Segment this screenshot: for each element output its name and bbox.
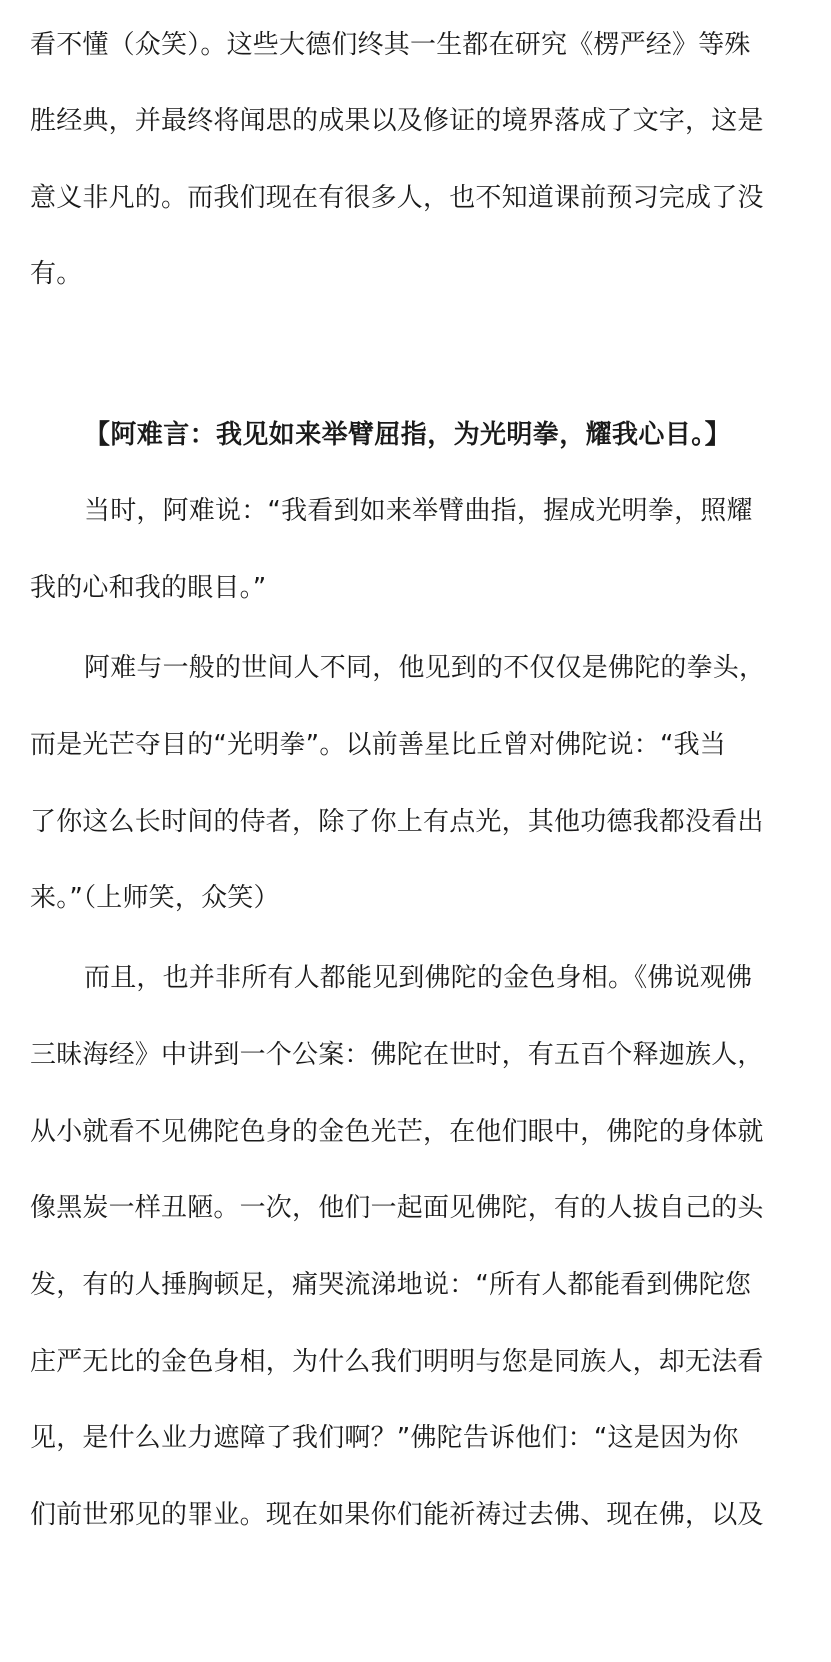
paragraph-2-line-2: 我的心和我的眼目。”	[30, 573, 267, 603]
paragraph-3-line-2: 而是光芒夺目的“光明拳”。以前善星比丘曾对佛陀说：“我当	[30, 730, 727, 760]
paragraph-3-line-1: 阿难与一般的世间人不同，他见到的不仅仅是佛陀的拳头，	[84, 653, 766, 683]
scripture-heading: 【阿难言：我见如来举臂屈指，为光明拳，耀我心目。】	[84, 420, 732, 450]
paragraph-3-line-4: 来。”（上师笑，众笑）	[30, 883, 280, 913]
paragraph-2-line-1: 当时，阿难说：“我看到如来举臂曲指，握成光明拳，照耀	[84, 496, 753, 526]
paragraph-1-line-3: 意义非凡的。而我们现在有很多人，也不知道课前预习完成了没	[30, 183, 764, 213]
paragraph-1-line-4: 有。	[30, 259, 83, 289]
paragraph-4-line-3: 从小就看不见佛陀色身的金色光芒，在他们眼中，佛陀的身体就	[30, 1117, 764, 1147]
paragraph-4-line-4: 像黑炭一样丑陋。一次，他们一起面见佛陀，有的人拔自己的头	[30, 1193, 764, 1223]
paragraph-4-line-1: 而且，也并非所有人都能见到佛陀的金色身相。《佛说观佛	[84, 963, 753, 993]
paragraph-4-line-7: 见，是什么业力遮障了我们啊？”佛陀告诉他们：“这是因为你	[30, 1423, 739, 1453]
paragraph-4-line-8: 们前世邪见的罪业。现在如果你们能祈祷过去佛、现在佛，以及	[30, 1500, 764, 1530]
paragraph-4-line-6: 庄严无比的金色身相，为什么我们明明与您是同族人，却无法看	[30, 1347, 764, 1377]
paragraph-4-line-2: 三昧海经》中讲到一个公案：佛陀在世时，有五百个释迦族人，	[30, 1040, 764, 1070]
paragraph-4-line-5: 发，有的人捶胸顿足，痛哭流涕地说：“所有人都能看到佛陀您	[30, 1270, 752, 1300]
paragraph-3-line-3: 了你这么长时间的侍者，除了你上有点光，其他功德我都没看出	[30, 807, 764, 837]
paragraph-1-line-1: 看不懂（众笑）。这些大德们终其一生都在研究《楞严经》等殊	[30, 30, 751, 60]
paragraph-1-line-2: 胜经典，并最终将闻思的成果以及修证的境界落成了文字，这是	[30, 106, 764, 136]
